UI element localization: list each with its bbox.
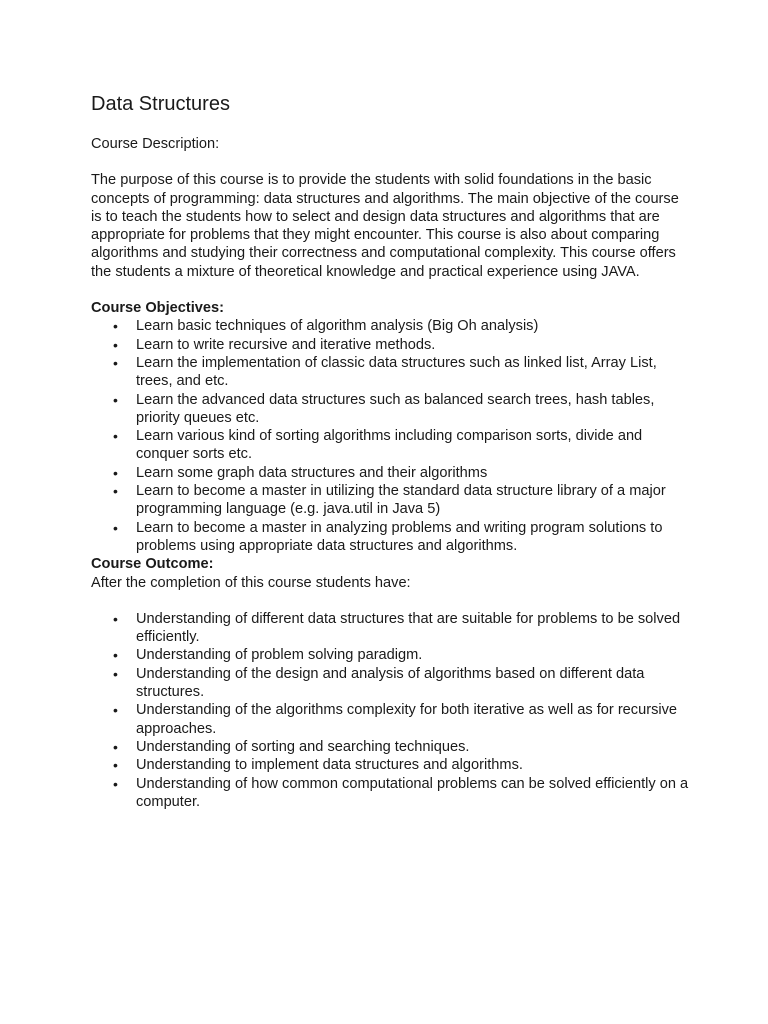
list-item	[91, 464, 691, 482]
outcomes-list	[91, 610, 691, 811]
description-paragraph: The purpose of this course is to provide the students with solid foundations in the basic concepts of programming: data structures and algorithms. The main objective of the course is to teach the students how to select and design data structures and algorithms that are appropriate for problems that they might encounter. This course is also about comparing algorithms and studying their correctness and computational complexity. This course offers the students a mixture of theoretical knowledge and practical experience using JAVA.	[91, 172, 679, 280]
bullet-icon: •	[113, 464, 118, 481]
list-item-text: Learn to become a master in analyzing problems and writing program solutions to problems using appropriate data structures and algorithms.	[136, 519, 663, 554]
list-item-text: Learn to write recursive and iterative methods.	[136, 336, 436, 353]
list-item	[91, 701, 691, 738]
list-item-text: Understanding of sorting and searching techniques.	[136, 738, 470, 755]
outcome-intro: After the completion of this course students have:	[91, 574, 411, 591]
bullet-icon: •	[113, 519, 118, 536]
list-item	[91, 519, 691, 556]
document-page	[91, 90, 691, 811]
list-item-text: Learn basic techniques of algorithm analysis (Big Oh analysis)	[136, 318, 539, 335]
bullet-icon: •	[113, 336, 118, 353]
list-item	[91, 610, 691, 647]
bullet-icon: •	[113, 757, 118, 774]
list-item-text: Understanding of the algorithms complexity for both iterative as well as for recursive approaches.	[136, 702, 678, 737]
bullet-icon: •	[113, 647, 118, 664]
bullet-icon: •	[113, 738, 118, 755]
objectives-list	[91, 317, 691, 555]
list-item	[91, 354, 691, 391]
objectives-heading: Course Objectives:	[91, 300, 225, 317]
bullet-icon: •	[113, 391, 118, 408]
list-item	[91, 427, 691, 464]
document-title: Data Structures	[91, 93, 230, 115]
list-item-text: Learn various kind of sorting algorithms including comparison sorts, divide and conquer sorts etc.	[136, 428, 643, 463]
list-item	[91, 775, 691, 812]
list-item-text: Understanding of problem solving paradigm.	[136, 647, 423, 664]
list-item	[91, 482, 691, 519]
list-item-text: Understanding of the design and analysis of algorithms based on different data structures.	[136, 665, 645, 701]
bullet-icon: •	[113, 610, 118, 627]
list-item	[91, 738, 691, 756]
list-item	[91, 317, 691, 335]
list-item-text: Learn to become a master in utilizing the standard data structure library of a major programming language (e.g. java.util in Java 5)	[136, 483, 666, 518]
list-item-text: Learn the advanced data structures such as balanced search trees, hash tables, priority queues etc.	[136, 391, 655, 426]
bullet-icon: •	[113, 483, 118, 500]
outcome-heading: Course Outcome:	[91, 556, 214, 573]
list-item-text: Understanding of different data structures that are suitable for problems to be solved efficiently.	[136, 610, 681, 646]
list-item-text: Understanding of how common computational problems can be solved efficiently on a computer.	[136, 775, 689, 810]
list-item-text: Learn some graph data structures and their algorithms	[136, 464, 488, 481]
list-item	[91, 646, 691, 664]
list-item	[91, 756, 691, 774]
bullet-icon: •	[113, 775, 118, 792]
bullet-icon: •	[113, 318, 118, 335]
list-item-text: Understanding to implement data structures and algorithms.	[136, 757, 523, 774]
list-item-text: Learn the implementation of classic data structures such as linked list, Array List, trees, and etc.	[136, 354, 657, 390]
bullet-icon: •	[113, 702, 118, 719]
list-item	[91, 391, 691, 428]
bullet-icon: •	[113, 665, 118, 682]
bullet-icon: •	[113, 428, 118, 445]
list-item	[91, 336, 691, 354]
list-item	[91, 665, 691, 702]
description-label: Course Description:	[91, 136, 220, 152]
bullet-icon: •	[113, 354, 118, 371]
